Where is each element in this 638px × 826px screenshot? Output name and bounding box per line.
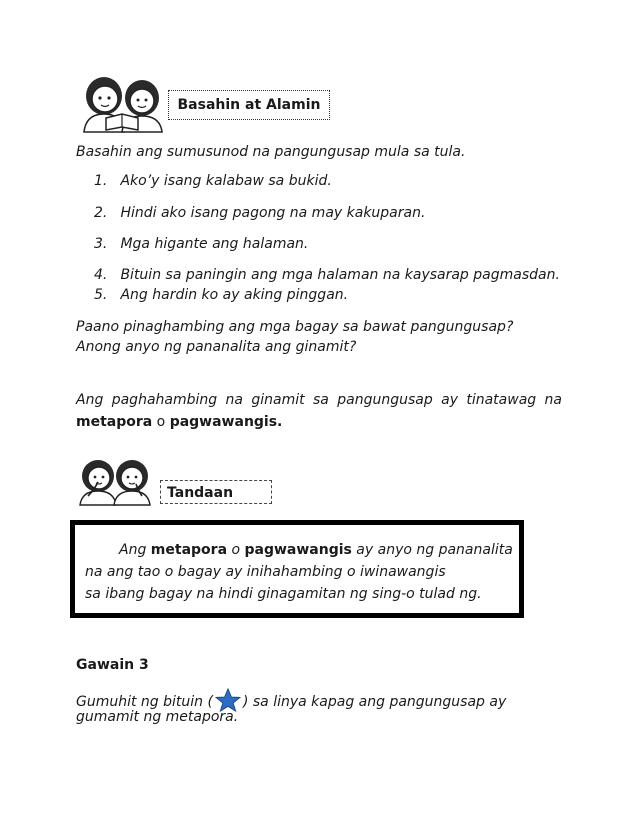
activity-instruction-line-2: gumamit ng metapora. (76, 709, 239, 725)
definition-intro: Ang (119, 542, 151, 558)
list-item (94, 204, 425, 222)
definition-rest: ay anyo ng pananalita (351, 542, 513, 558)
term-metapora: metapora (150, 542, 228, 558)
list-item-text: Bituin sa paningin ang mga halaman na kaysarap pagmasdan. (120, 267, 560, 283)
section-label-text: Tandaan (167, 485, 234, 501)
activity-text-after: ) sa linya kapag ang pangungusap ay (242, 694, 507, 710)
list-item-number: 2. (94, 205, 108, 221)
section-label-text: Basahin at Alamin (177, 97, 321, 113)
term-pagwawangis: pagwawangis. (169, 414, 283, 430)
list-item (94, 286, 348, 304)
definition-line-1 (119, 542, 513, 558)
list-item-number: 4. (94, 267, 108, 283)
statement-line-1: Ang paghahambing na ginamit sa pangungusap ay tinatawag na (76, 392, 562, 408)
term-metapora: metapora (76, 414, 153, 430)
definition-line-3: sa ibang bagay na hindi ginagamitan ng sing-o tulad ng. (85, 586, 482, 602)
question-line-2: Anong anyo ng pananalita ang ginamit? (76, 339, 357, 355)
list-item-text: Ako’y isang kalabaw sa bukid. (120, 173, 332, 189)
section-label-tandaan (160, 480, 272, 504)
list-item-text: Mga higante ang halaman. (120, 236, 309, 252)
question-line-1: Paano pinaghambing ang mga bagay sa bawat pangungusap? (76, 319, 514, 335)
activity-text-before: Gumuhit ng bituin ( (76, 694, 213, 710)
definition-box (70, 520, 524, 618)
list-item (94, 266, 560, 284)
list-item (94, 235, 308, 253)
conjunction: o (152, 414, 170, 430)
section-label-basahin (168, 90, 330, 120)
list-item (94, 172, 332, 190)
list-item-number: 1. (94, 173, 108, 189)
list-item-number: 3. (94, 236, 108, 252)
list-item-text: Ang hardin ko ay aking pinggan. (120, 287, 349, 303)
conjunction: o (227, 542, 245, 558)
list-item-text: Hindi ako isang pagong na may kakuparan. (120, 205, 426, 221)
list-item-number: 5. (94, 287, 108, 303)
activity-title: Gawain 3 (76, 657, 149, 673)
statement-line-2 (76, 413, 282, 431)
kids-thinking-icon (76, 456, 156, 506)
instruction-text: Basahin ang sumusunod na pangungusap mula sa tula. (76, 144, 466, 160)
kids-reading-icon (76, 72, 168, 134)
term-pagwawangis: pagwawangis (244, 542, 352, 558)
definition-line-2: na ang tao o bagay ay inihahambing o iwinawangis (85, 564, 446, 580)
